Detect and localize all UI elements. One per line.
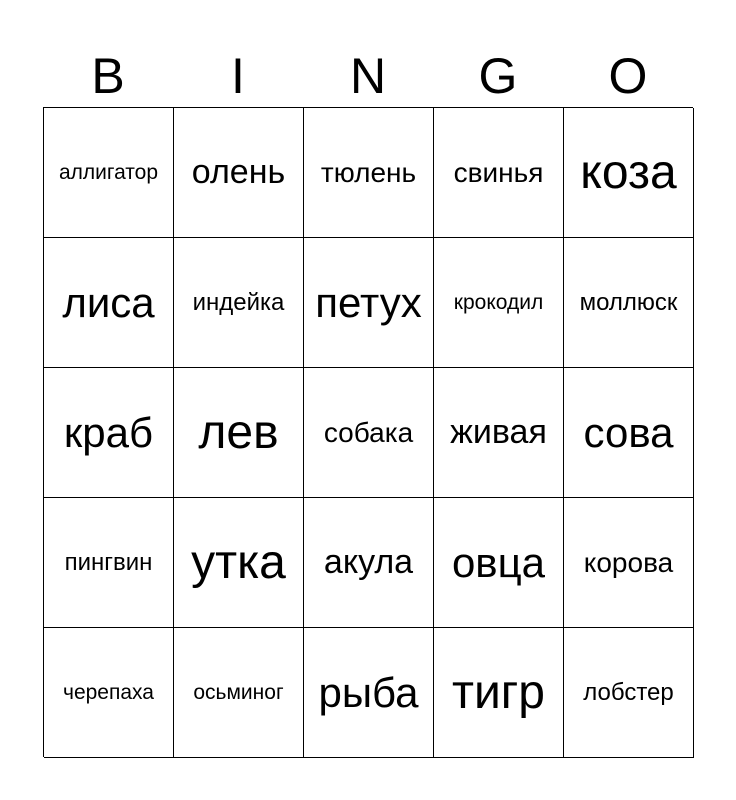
bingo-cell[interactable]: утка [174, 498, 304, 628]
bingo-cell[interactable]: рыба [304, 628, 434, 758]
header-letter-b: B [91, 48, 125, 104]
bingo-cell[interactable]: сова [564, 368, 694, 498]
header-letter-i: I [231, 48, 245, 104]
bingo-cell[interactable]: аллигатор [44, 108, 174, 238]
bingo-cell[interactable]: коза [564, 108, 694, 238]
bingo-cell[interactable]: осьминог [174, 628, 304, 758]
bingo-cell[interactable]: моллюск [564, 238, 694, 368]
bingo-cell[interactable]: олень [174, 108, 304, 238]
bingo-cell[interactable]: акула [304, 498, 434, 628]
bingo-cell[interactable]: лев [174, 368, 304, 498]
bingo-cell[interactable]: живая [434, 368, 564, 498]
bingo-cell[interactable]: индейка [174, 238, 304, 368]
bingo-cell[interactable]: корова [564, 498, 694, 628]
bingo-cell[interactable]: пингвин [44, 498, 174, 628]
bingo-cell[interactable]: петух [304, 238, 434, 368]
bingo-cell[interactable]: свинья [434, 108, 564, 238]
header-letter-o: O [608, 48, 648, 104]
bingo-cell[interactable]: лобстер [564, 628, 694, 758]
bingo-cell[interactable]: овца [434, 498, 564, 628]
bingo-card-grid [43, 107, 693, 757]
header-letter-g: G [478, 48, 518, 104]
bingo-cell[interactable]: лиса [44, 238, 174, 368]
header-letter-n: N [349, 48, 387, 104]
bingo-cell[interactable]: черепаха [44, 628, 174, 758]
bingo-cell[interactable]: краб [44, 368, 174, 498]
bingo-header [43, 44, 693, 108]
bingo-cell[interactable]: тигр [434, 628, 564, 758]
bingo-cell[interactable]: собака [304, 368, 434, 498]
bingo-cell[interactable]: крокодил [434, 238, 564, 368]
bingo-cell[interactable]: тюлень [304, 108, 434, 238]
